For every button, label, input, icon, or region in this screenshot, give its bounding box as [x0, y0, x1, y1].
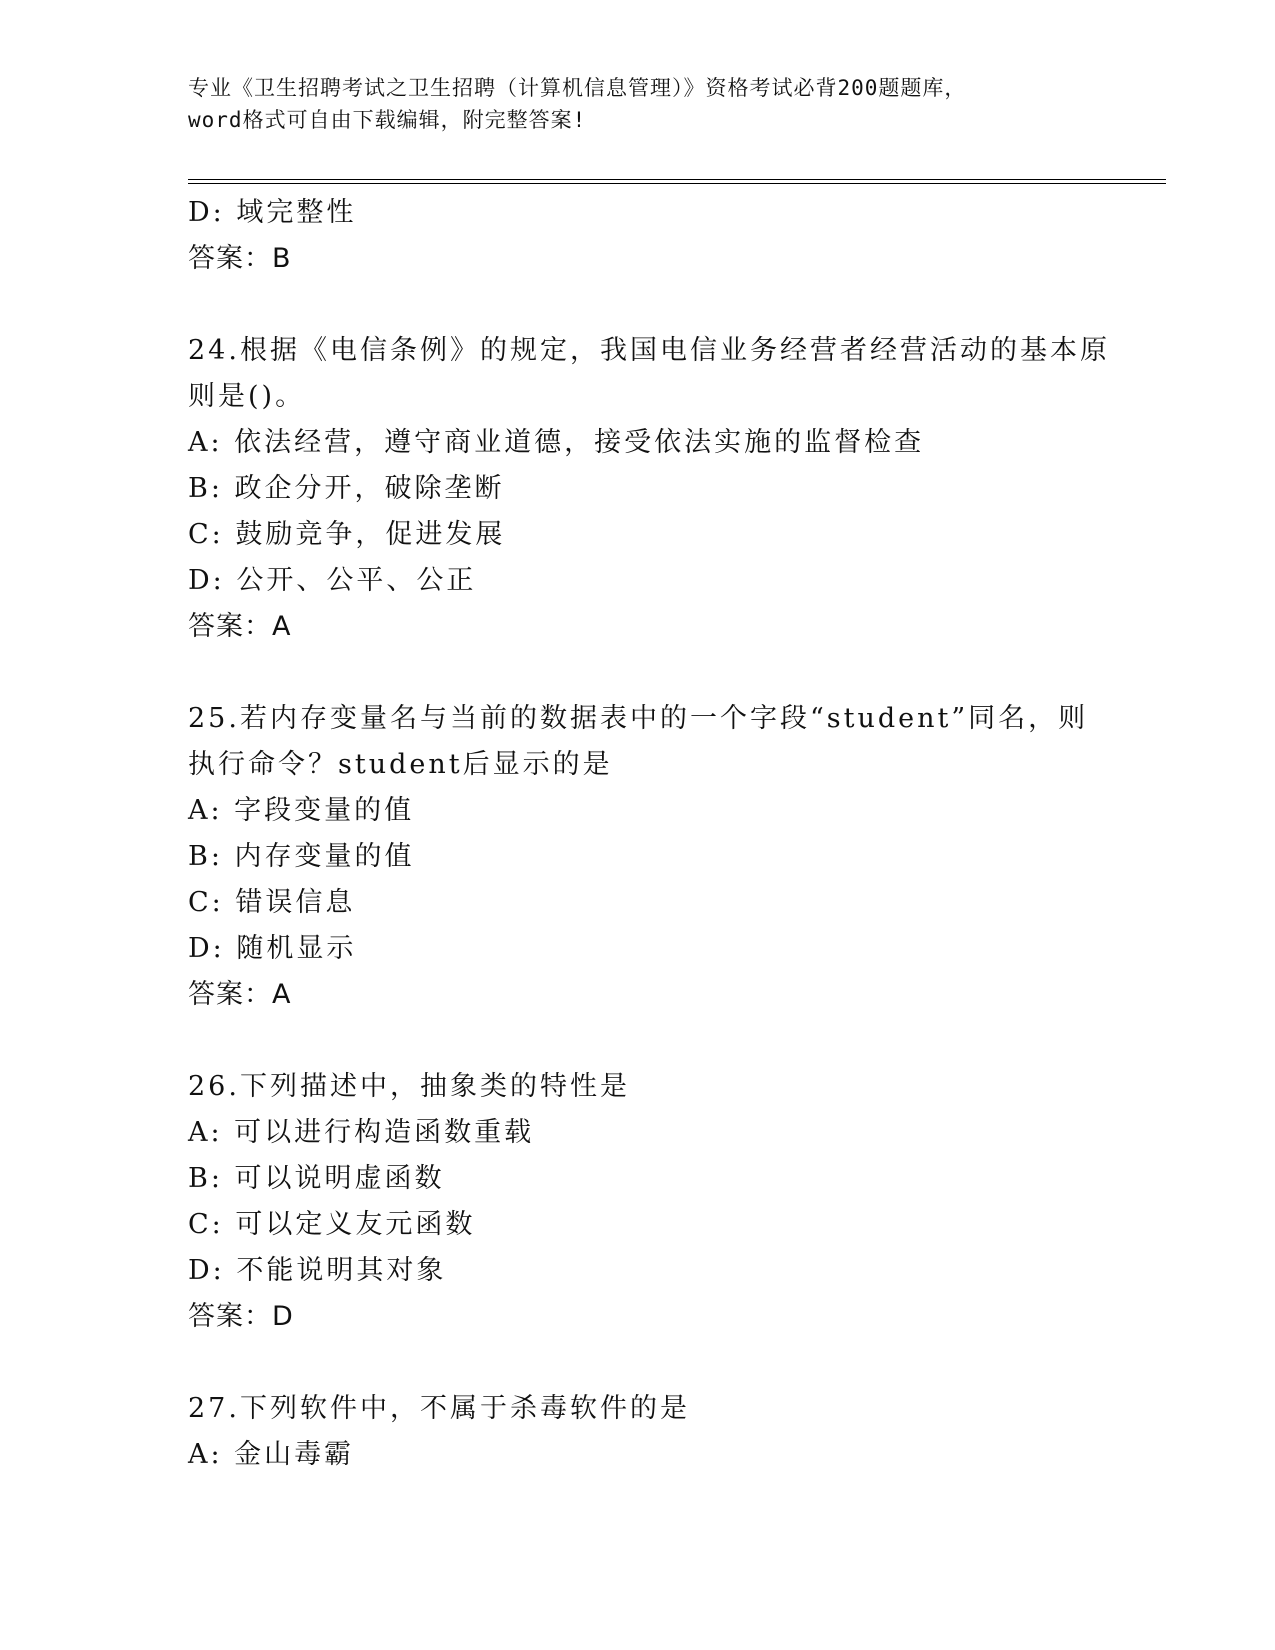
option-d: D: 公开、公平、公正 [188, 565, 477, 596]
option-c: C: 鼓励竞争，促进发展 [188, 519, 506, 550]
answer: 答案：B [188, 243, 292, 274]
question-fragment [188, 190, 1148, 282]
document-header [188, 72, 1088, 136]
spacer [188, 1018, 1148, 1064]
answer: 答案：D [188, 1301, 294, 1332]
answer: 答案：A [188, 611, 292, 642]
option-a: A: 字段变量的值 [188, 795, 415, 826]
question-25 [188, 696, 1148, 1018]
question-stem: 26.下列描述中，抽象类的特性是 [188, 1071, 630, 1102]
question-24 [188, 328, 1148, 650]
question-stem: 27.下列软件中，不属于杀毒软件的是 [188, 1393, 690, 1424]
option-b: B: 政企分开，破除垄断 [188, 473, 505, 504]
question-27 [188, 1386, 1148, 1478]
spacer [188, 650, 1148, 696]
option-c: C: 可以定义友元函数 [188, 1209, 476, 1240]
option-a: A: 金山毒霸 [188, 1439, 355, 1470]
option-d: D: 域完整性 [188, 197, 357, 228]
header-line-2: word格式可自由下载编辑，附完整答案! [188, 108, 587, 132]
option-b: B: 内存变量的值 [188, 841, 415, 872]
question-stem: 25.若内存变量名与当前的数据表中的一个字段“student”同名，则 [188, 703, 1089, 734]
question-stem-continued: 执行命令？student后显示的是 [188, 749, 613, 780]
question-stem-continued: 则是()。 [188, 381, 306, 412]
spacer [188, 282, 1148, 328]
spacer [188, 1340, 1148, 1386]
header-line-1: 专业《卫生招聘考试之卫生招聘（计算机信息管理）》资格考试必背200题题库， [188, 76, 967, 100]
option-c: C: 错误信息 [188, 887, 356, 918]
header-divider-top [188, 179, 1166, 180]
answer: 答案：A [188, 979, 292, 1010]
question-26 [188, 1064, 1148, 1340]
option-d: D: 不能说明其对象 [188, 1255, 447, 1286]
option-a: A: 依法经营，遵守商业道德，接受依法实施的监督检查 [188, 427, 925, 458]
header-divider-bottom [188, 183, 1166, 184]
option-d: D: 随机显示 [188, 933, 357, 964]
option-a: A: 可以进行构造函数重载 [188, 1117, 535, 1148]
option-b: B: 可以说明虚函数 [188, 1163, 445, 1194]
question-stem: 24.根据《电信条例》的规定，我国电信业务经营者经营活动的基本原 [188, 335, 1110, 366]
document-body [188, 190, 1148, 1478]
